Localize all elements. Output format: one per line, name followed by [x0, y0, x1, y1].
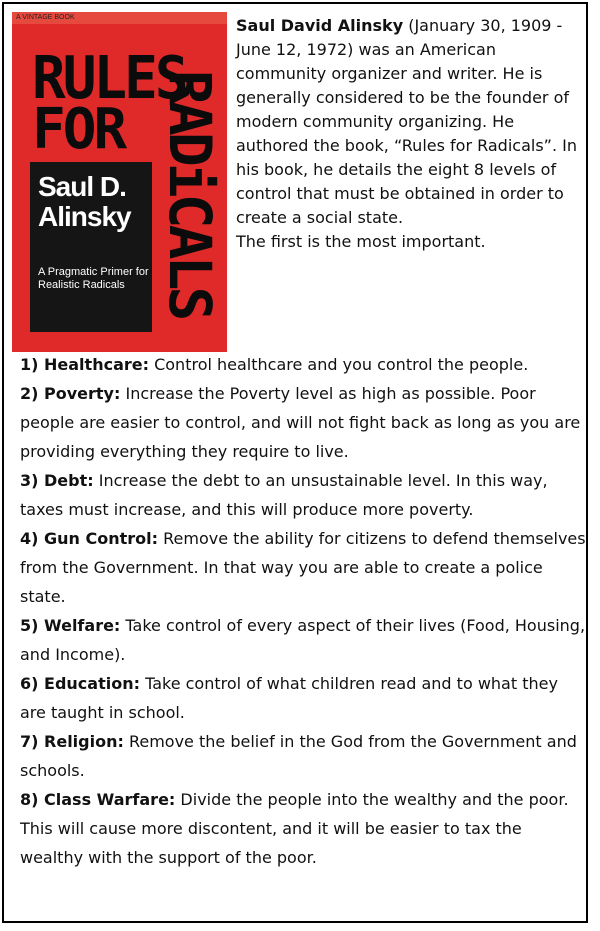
list-item [20, 350, 586, 379]
item-label: 6) Education: [20, 674, 140, 693]
item-text: Increase the debt to an unsustainable level. In this way, taxes must increase, and this will produce more poverty. [20, 471, 548, 519]
list-item [20, 379, 586, 466]
item-text: Take control of what children read and to what they are taught in school. [20, 674, 558, 722]
list-item [20, 727, 586, 785]
control-levels-list [20, 350, 586, 872]
cover-author-box [30, 162, 152, 332]
list-item [20, 524, 586, 611]
item-label: 2) Poverty: [20, 384, 121, 403]
item-label: 3) Debt: [20, 471, 94, 490]
cover-publisher: A VINTAGE BOOK [16, 14, 75, 21]
item-text: Remove the belief in the God from the Government and schools. [20, 732, 577, 780]
page-frame [2, 2, 588, 923]
cover-author [38, 172, 131, 232]
item-text: Control healthcare and you control the people. [154, 355, 529, 374]
item-label: 5) Welfare: [20, 616, 121, 635]
cover-author-line2: Alinsky [38, 201, 131, 232]
intro-closing: The first is the most important. [236, 232, 486, 251]
intro-paragraph [236, 14, 586, 254]
item-text: Take control of every aspect of their lives (Food, Housing, and Income). [20, 616, 586, 664]
list-item [20, 466, 586, 524]
cover-top-band [12, 12, 227, 24]
list-item [20, 669, 586, 727]
list-item [20, 611, 586, 669]
cover-title-radicals: RADiCALS [156, 70, 224, 318]
item-label: 8) Class Warfare: [20, 790, 176, 809]
cover-title-for: FOR [32, 97, 125, 162]
item-text: Divide the people into the wealthy and the poor. This will cause more discontent, and it will be easier to tax the wealthy with the support of the poor. [20, 790, 569, 867]
list-item [20, 785, 586, 872]
item-text: Remove the ability for citizens to defend themselves from the Government. In that way you are able to create a police state. [20, 529, 586, 606]
item-label: 1) Healthcare: [20, 355, 149, 374]
book-cover-image [12, 12, 227, 352]
item-text: Increase the Poverty level as high as possible. Poor people are easier to control, and will not fight back as long as you are providing everything they require to live. [20, 384, 581, 461]
cover-subtitle: A Pragmatic Primer for Realistic Radicals [38, 266, 149, 291]
intro-name: Saul David Alinsky [236, 16, 404, 35]
cover-title-rules: RULES [32, 44, 186, 113]
item-label: 4) Gun Control: [20, 529, 159, 548]
item-label: 7) Religion: [20, 732, 124, 751]
cover-author-line1: Saul D. [38, 171, 126, 202]
intro-text: (January 30, 1909 - June 12, 1972) was an American community organizer and writer. He is generally considered to be the founder of modern community organizing. He authored the book, “Rules for Radicals”. In his book, he details the eight 8 levels of control that must be obtained in order to create a social state. [236, 16, 577, 227]
